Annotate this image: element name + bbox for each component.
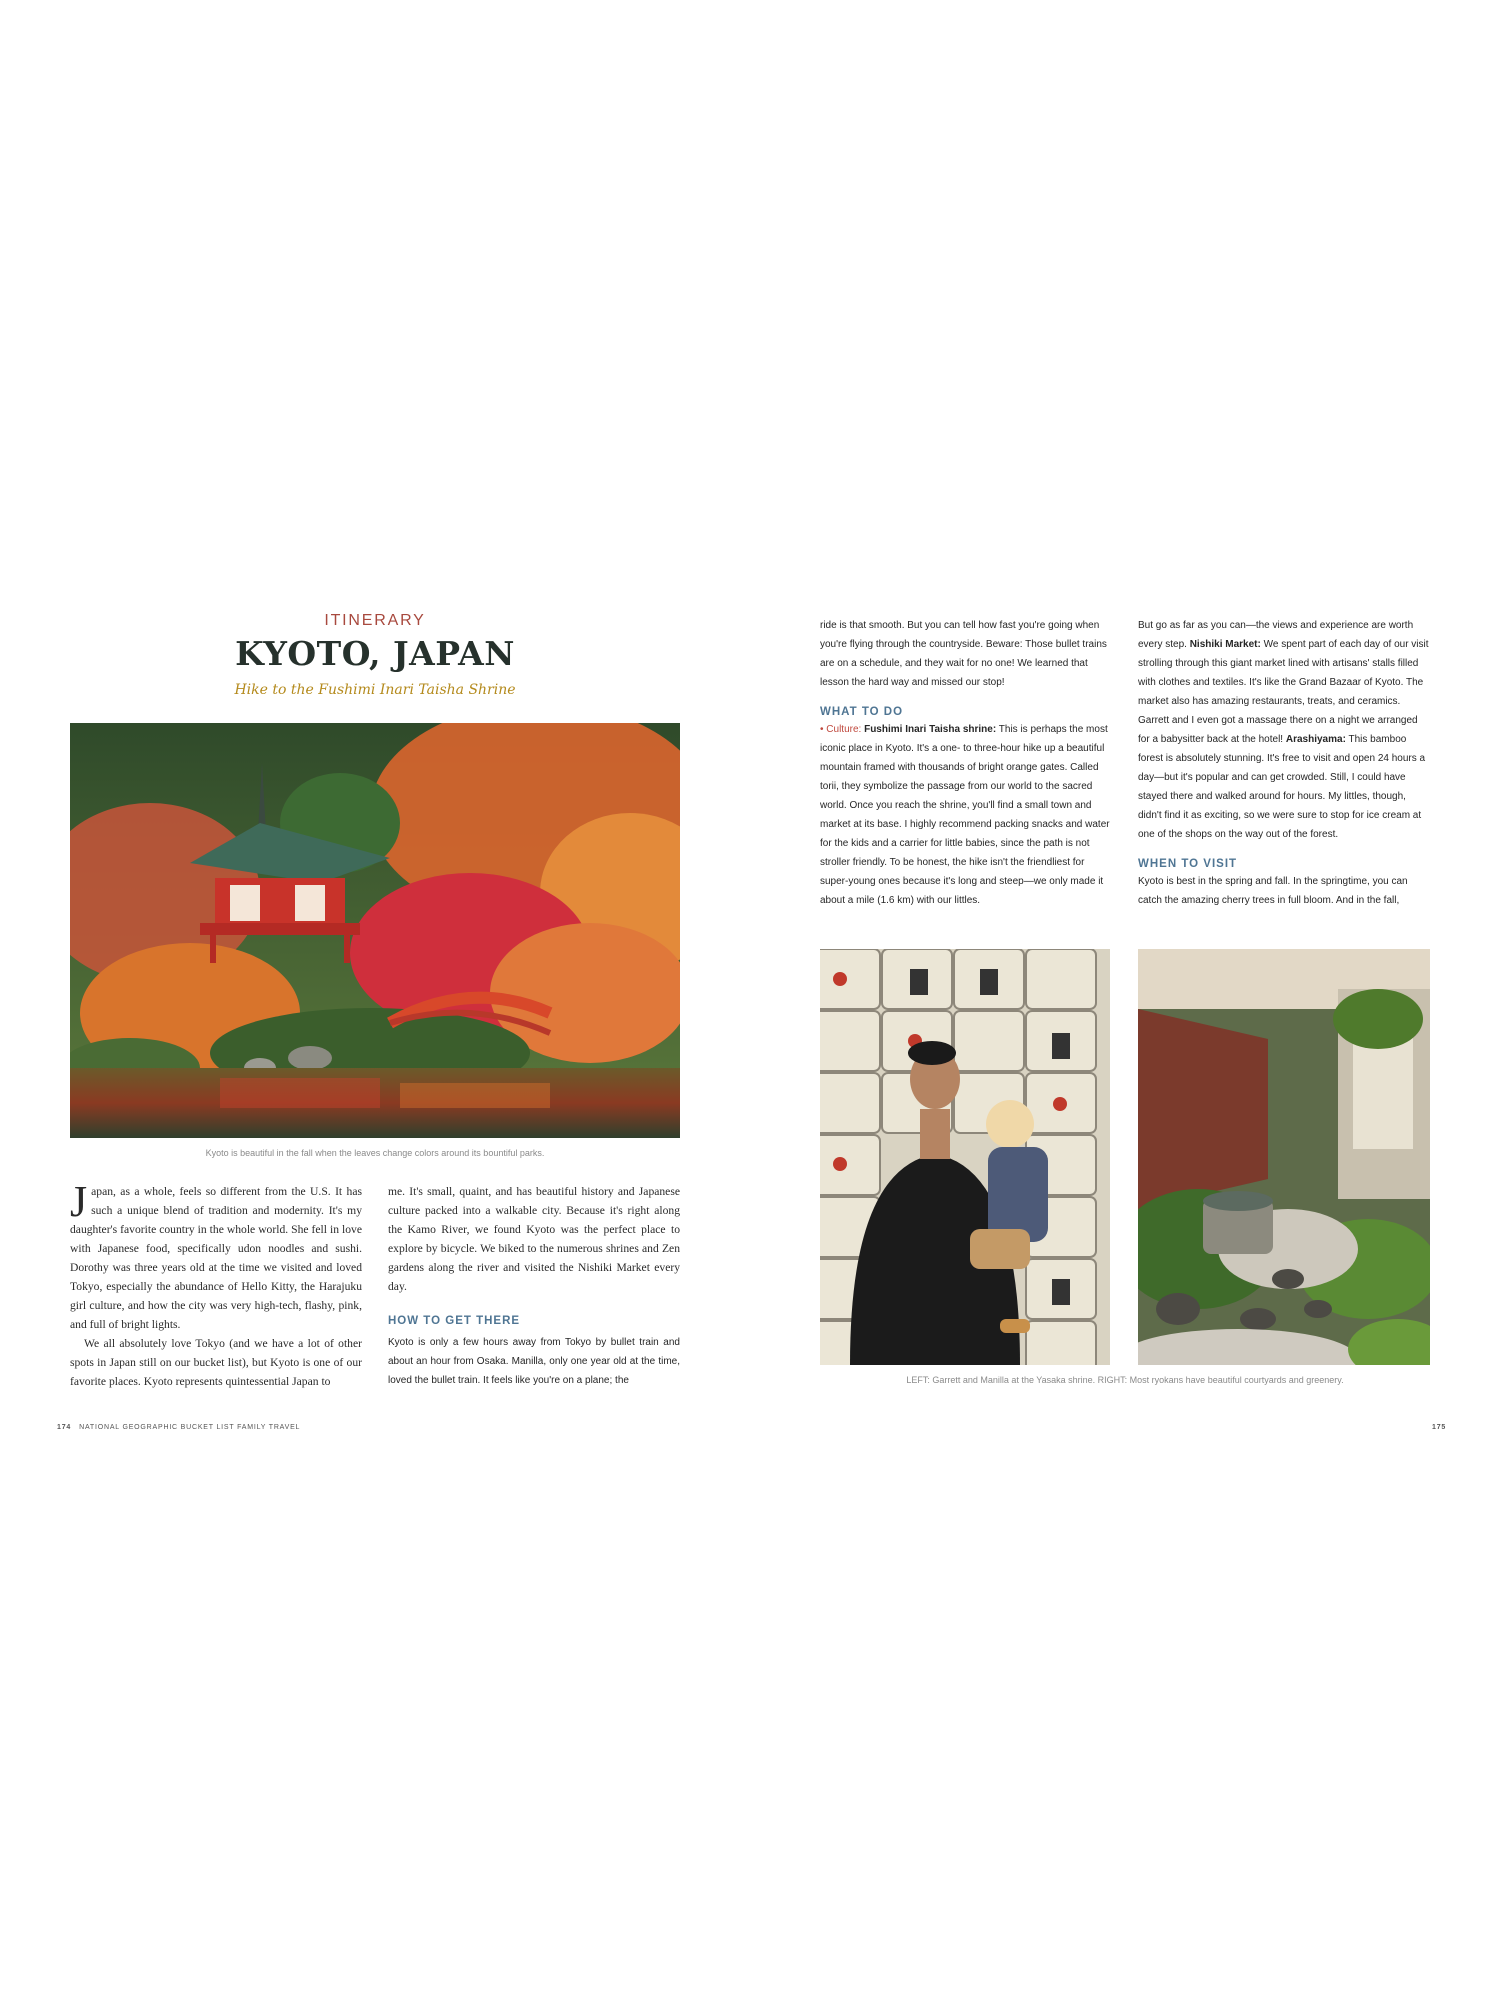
when-to-visit-text: Kyoto is best in the spring and fall. In the springtime, you can catch the amazing cherry trees in full bloom. And in the fall, (1138, 876, 1408, 906)
bullet-marker: • (820, 724, 824, 735)
nishiki-label: Nishiki Market: (1189, 639, 1261, 650)
market-entries (1138, 616, 1430, 844)
culture-label: Culture: (826, 724, 862, 735)
left-folio (57, 1424, 300, 1431)
hero-photo-pagoda (70, 723, 680, 1138)
intro-paragraph-2: We all absolutely love Tokyo (and we have a lot of other spots in Japan still on our bucket list), but Kyoto is one of our favorite places. Kyoto represents quintessential Japan to (70, 1337, 362, 1388)
left-page-number: 174 (57, 1424, 72, 1431)
fushimi-label: Fushimi Inari Taisha shrine: (864, 724, 997, 735)
how-to-get-there-heading: HOW TO GET THERE (388, 1315, 521, 1327)
drop-cap: J (70, 1177, 88, 1226)
right-column-1 (820, 616, 1112, 910)
right-page-number: 175 (1432, 1424, 1447, 1431)
intro-column (70, 1177, 362, 1391)
intro-paragraph-1 (70, 1177, 362, 1334)
photo-yasaka-shrine (820, 949, 1110, 1365)
arashiyama-text: This bamboo forest is absolutely stunning. It's free to visit and open 24 hours a day—but it's popular and can get crowded. Still, I could have stayed there and walked around for hours. My littles, though, didn't find it as exciting, so we were sure to stop for ice cream at one of the shops on the way out of the forest. (1138, 734, 1426, 840)
right-column-2 (1138, 616, 1430, 910)
second-column-paragraph: me. It's small, quaint, and has beautiful history and Japanese culture packed into a walkable city. Because it's right along the Kamo River, we found Kyoto was the perfect place to explore by bicycle. We biked to the numerous shrines and Zen gardens along the river and visited the Nishiki Market every day. (388, 1185, 680, 1293)
arashiyama-label: Arashiyama: (1285, 734, 1346, 745)
what-to-do-heading: WHAT TO DO (820, 706, 904, 718)
itinerary-kicker: ITINERARY (324, 612, 426, 629)
page-subtitle: Hike to the Fushimi Inari Taisha Shrine (234, 682, 516, 698)
second-column (388, 1182, 680, 1390)
when-to-visit-heading: WHEN TO VISIT (1138, 858, 1238, 870)
fushimi-entry (820, 720, 1112, 910)
right-folio (1432, 1424, 1454, 1431)
photo-ryokan-courtyard (1138, 949, 1430, 1365)
col2-lead: But go as far as you can—the views and experience are worth every step. (1138, 620, 1414, 650)
photos-caption: LEFT: Garrett and Manilla at the Yasaka shrine. RIGHT: Most ryokans have beautiful courtyards and greenery. (906, 1375, 1344, 1385)
page-title: KYOTO, JAPAN (235, 634, 515, 673)
nishiki-text: We spent part of each day of our visit strolling through this giant market lined with artisans' stalls filled with clothes and textiles. It's like the Grand Bazaar of Kyoto. The market also has amazing restaurants, treats, and ceramics. Garrett and I even got a massage there on a night we arranged for a babysitter back at the hotel! (1138, 639, 1429, 745)
running-footer: NATIONAL GEOGRAPHIC BUCKET LIST FAMILY TRAVEL (79, 1424, 301, 1431)
fushimi-text: This is perhaps the most iconic place in Kyoto. It's a one- to three-hour hike up a beautiful mountain framed with thousands of bright orange gates. Called torii, they symbolize the passage from our world to the sacred world. Once you reach the shrine, you'll find a small town and market at its base. I highly recommend packing snacks and water for the kids and a carrier for little babies, since the path is not stroller friendly. To be honest, the hike isn't the friendliest for super-young ones because it's long and steep—we only made it about a mile (1.6 km) with our littles. (820, 724, 1110, 906)
hero-photo-caption: Kyoto is beautiful in the fall when the leaves change colors around its bountiful parks. (205, 1148, 545, 1158)
intro-paragraph-1-text: apan, as a whole, feels so different from the U.S. It has such a unique blend of tradition and modernity. It's my daughter's favorite country in the whole world. She fell in love with Japanese food, specifically udon noodles and sushi. Dorothy was three years old at the time we visited and loved Tokyo, especially the abundance of Hello Kitty, the Harajuku girl culture, and how the city was very high-tech, flashy, pink, and full of bright lights. (70, 1185, 362, 1331)
bullet-train-continued: ride is that smooth. But you can tell how fast you're going when you're flying through the countryside. Beware: Those bullet trains are on a schedule, and they wait for no one! We learned that lesson the hard way and missed our stop! (820, 620, 1107, 688)
how-to-get-there-text: Kyoto is only a few hours away from Tokyo by bullet train and about an hour from Osaka. Manilla, only one year old at the time, loved the bullet train. It feels like you're on a plane; the (388, 1337, 680, 1386)
